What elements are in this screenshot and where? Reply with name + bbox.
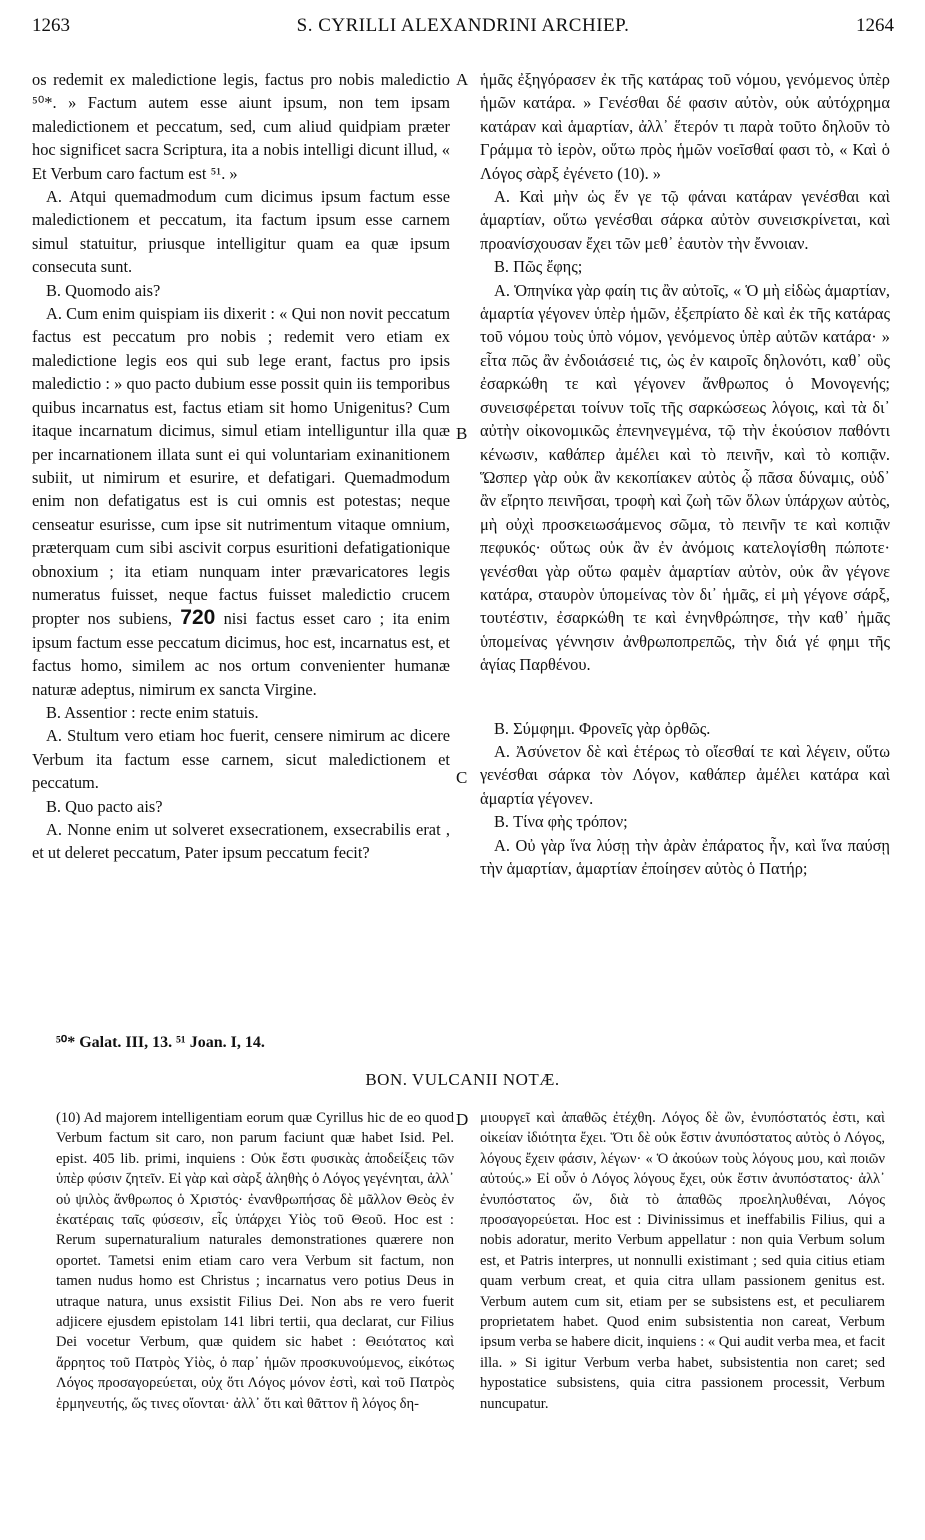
latin-paragraph-4b: nisi factus esset caro ; ita enim ipsum factum esse peccatum dicimus, hoc est, incarnatus est, et factus homo, similem ac nos ortum convenienter humanæ naturæ adeptus, nimirum ex sancta Virgine.	[32, 609, 450, 699]
greek-paragraph-8: A. Οὐ γὰρ ἵνα λύσῃ τὴν ἀρὰν ἐπάρατος ἦν, καὶ ἵνα παύσῃ τὴν ἁμαρτίαν, ἁμαρτίαν ἐποίησεν αὐτὸς ὁ Πατήρ;	[480, 835, 890, 878]
greek-paragraph-3: B. Πῶς ἔφης;	[494, 257, 583, 277]
note-10-left: (10) Ad majorem intelligentiam eorum quæ Cyrillus hic de eo quod Verbum factum sit caro, non parum faciunt quæ habet Isid. Pel. epist. 405 lib. primi, inquiens : Οὐκ ἔστι φυσικὰς ἀποδείξεις τῶν ὑπὲρ φύσιν ζητεῖν. Εἰ γὰρ καὶ σὰρξ ἀληθὴς ὁ Λόγος γεγένηται, ἀλλ᾽ οὐ ψιλὸς ἄνθρωπος ὁ Χριστός· ἐνανθρωπήσας δὲ μᾶλλον Θεὸς ἐν ἑκατέραις ταῖς φύσεσιν, εἷς ὑπάρχει Υἱὸς τοῦ Θεοῦ. Hoc est : Rerum supernaturalium naturales demonstrationes quærere non oportet. Tametsi enim etiam caro vera Verbum sit factum, non tamen nudus homo est Christus ; incarnatus vero potius Deus in utraque natura, unus exsistit Filius Dei. Non abs re vero fuerit adjicere ejusdem epistolam 141 libri tertii, qua declarat, cur Filius Dei vocetur Verbum, quæ quidem sic habet : Θειότατος καὶ ἄρρητος τοῦ Πατρὸς Υἱὸς, ὁ παρ᾽ ἡμῶν προσκυνούμενος, εἰκότως Λόγος προσαγορεύεται, οὐχ ὅτι Λόγος μόνον ἐστὶ, καὶ τοῦ Πατρὸς ἑρμηνευτής, ὥς τινες οἴονται· ἀλλ᾽ ὅτι καὶ θᾶττον ἢ λόγος δη-	[56, 1110, 454, 1412]
page-number-right: 1264	[855, 15, 894, 36]
column-number: 720	[180, 606, 216, 630]
latin-paragraph-3: B. Quomodo ais?	[46, 280, 161, 300]
latin-paragraph-1: os redemit ex maledictione legis, factus pro nobis maledictio ⁵⁰*. » Factum autem esse aiunt ipsum, non tem ipsam maledictionem et peccatum, sed, cum aliud quidpiam præter hoc significet sacra Scriptura, ita a nobis intelligi dicunt illud, « Et Verbum caro factum est ⁵¹. »	[32, 70, 450, 183]
latin-paragraph-6: A. Stultum vero etiam hoc fuerit, censere nimirum ac dicere Verbum ita factum esse carnem, sicut maledictionem et peccatum.	[32, 726, 450, 793]
notes-left-column	[56, 1108, 454, 1414]
notes-right-column	[480, 1108, 885, 1414]
greek-paragraph-5: B. Σύμφημι. Φρονεῖς γὰρ ὀρθῶς.	[494, 718, 711, 738]
latin-paragraph-8: A. Nonne enim ut solveret exsecrationem, exsecrabilis erat , et ut deleret peccatum, Pater ipsum peccatum fecit?	[32, 820, 450, 863]
page-number-left: 1263	[32, 15, 70, 36]
running-title: S. CYRILLI ALEXANDRINI ARCHIEP.	[296, 15, 630, 36]
margin-marker-b: B	[456, 424, 468, 443]
page-header	[32, 10, 894, 42]
margin-marker-d: D	[456, 1110, 469, 1129]
note-10-right: μιουργεῖ καὶ ἀπαθῶς ἐτέχθη. Λόγος δὲ ὢν, ἐνυπόστατός ἐστι, καὶ οἰκείαν ἰδιότητα ἔχει. Ὅτι δὲ οὐκ ἔστιν ἀνυπόστατος αὐτὸς ὁ Λόγος, λόγους ἔχειν φάσιν, λέγων· « Ὁ ἀκούων τοὺς λόγους μου, καὶ ποιῶν αὐτούς.» Εἰ οὖν ὁ Λόγος λόγους ἔχει, οὐκ ἔστιν ἀνυπόστατος· ἀλλ᾽ ἐνυπόστατος ὤν, διὰ τὸ ἀπαθῶς προεληλυθέναι, Λόγος προσαγορεύεται. Hoc est : Divinissimus et ineffabilis Filius, qui a nobis adoratur, merito Verbum appellatur : non quia Verbum solum est, et Patris interpres, ut nonnulli existimant ; sed quia citius etiam quam verbum creat, et quia citra ullam passionem genitus est. Verbum autem cum sit, etiam per se subsistens est, et peculiarem proprietatem habet. Quod enim subsistentia non careat, Verbum ipsum verba se habere dicit, inquiens : « Qui audit verba mea, et facit illa. » Si igitur Verbum verba habet, subsistentia non caret; sed hypostatice subsistens, quia citra passionem processit, Verbum nuncupatur.	[480, 1110, 885, 1412]
notes-heading: BON. VULCANII NOTÆ.	[365, 1070, 560, 1089]
margin-marker-c: C	[456, 768, 468, 787]
greek-paragraph-2: A. Καὶ μὴν ὡς ἕν γε τῷ φάναι κατάραν γενέσθαι καὶ ἁμαρτίαν, οὕτω γενέσθαι σάρκα αὐτὸν συνεισκρίνεται, καὶ προανίσχουσαν ἔχει τῶν μεθ᾽ ἑαυτὸν τὴν ἔννοιαν.	[480, 187, 890, 253]
greek-paragraph-6: A. Ἀσύνετον δὲ καὶ ἑτέρως τὸ οἴεσθαί τε καὶ λέγειν, οὕτω γενέσθαι σάρκα τὸν Λόγον, καθάπερ ἀμέλει κατάρα καὶ ἁμαρτία γέγονεν.	[480, 741, 890, 808]
greek-column	[480, 68, 890, 880]
latin-paragraph-4a: A. Cum enim quispiam iis dixerit : « Qui non novit peccatum factus est peccatum pro nobis ; redemit vero etiam ex maledictione legis eos qui sub lege erant, factus pro ipsis maledictio : » quo pacto dubium esse possit quin iis temporibus quibus incarnatus est, factus etiam sit homo Unigenitus? Cum itaque incarnatum dicimus, simul etiam intelliguntur illa quæ per incarnationem illata sunt ei qui voluntariam exinanitionem subiit, ut nimirum et esurire, et defatigari. Quemadmodum enim non defatigatus est is cui omnis est potestas; neque censeatur esurisse, cum ipse sit nutrimentum vitaque omnium, præterquam cum sibi ascivit corpus esuritioni defatigationique obnoxium ; ita etiam nunquam inter prævaricatores legis numeratus fuisset, neque factus fuisset maledictio crucem propter nos subiens,	[32, 304, 450, 629]
latin-paragraph-5: B. Assentior : recte enim statuis.	[46, 702, 259, 722]
greek-paragraph-7: B. Τίνα φὴς τρόπον;	[494, 812, 628, 832]
latin-column	[32, 68, 450, 865]
latin-paragraph-7: B. Quo pacto ais?	[46, 796, 163, 816]
latin-paragraph-2: A. Atqui quemadmodum cum dicimus ipsum factum esse maledictionem et peccatum, ita factum ipsum esse carnem simul statuitur, priusque intelligitur quam ea quæ ipsum consecuta sunt.	[32, 187, 450, 277]
greek-paragraph-1: ἡμᾶς ἐξηγόρασεν ἐκ τῆς κατάρας τοῦ νόμου, γενόμενος ὑπὲρ ἡμῶν κατάρα. » Γενέσθαι δέ φασιν αὐτὸν, οὐκ αὐτόχρημα κατάραν καὶ ἁμαρτίαν, ἀλλ᾽ ἕτερόν τι παρὰ τοῦτο δηλοῦν τὸ Γράμμα τὸ ἱερὸν, οὕτω πρὸς ἡμῶν νοεῖσθαί φασι τὸ, « Καὶ ὁ Λόγος σὰρξ ἐγένετο (10). »	[480, 70, 890, 183]
latin-paragraph-4	[32, 302, 450, 701]
margin-marker-a: A	[456, 70, 469, 89]
greek-paragraph-4: A. Ὁπηνίκα γὰρ φαίη τις ἂν αὐτοῖς, « Ὁ μὴ εἰδὼς ἁμαρτίαν, ἁμαρτία γέγονεν ὑπὲρ ἡμῶν, ἐξεπρίατο δὲ καὶ ἐκ τῆς κατάρας τοῦ νόμου τοὺς ὑπὸ νόμον, γενόμενος ὑπὲρ αὐτῶν κατάρα· » εἶτα πῶς ἂν ἐνδοιάσειέ τις, ὡς ἐν καιροῖς δηλονότι, καθ᾽ οὓς ἐσαρκώθη τε καὶ γέγονεν ἄνθρωπος ὁ Μονογενής; συνεισφέρεται τοίνυν τοῖς τῆς σαρκώσεως λόγοις, καὶ τὰ δι᾽ αὐτὴν οἰκονομικῶς ἐπενηνεγμένα, τῷ τὴν ἑκούσιον παθόντι κένωσιν, καθάπερ ἀμέλει καὶ τὸ πεινῆν, καὶ τὸ κοπιᾷν. Ὥσπερ γὰρ οὐκ ἂν κεκοπίακεν αὐτὸς ᾧ πᾶσα δύναμις, οὐδ᾽ ἂν εἴρητο πεινῆσαι, τροφὴ καὶ ζωὴ τῶν ὅλων ὑπάρχων αὐτὸς, μὴ οὐχὶ προσκειωσάμενος σῶμα, τὸ πεινῆν τε καὶ κοπιᾷν πεφυκός· οὕτως οὐκ ἂν ἐν ἀνόμοις κατελογίσθη πώποτε· γενέσθαι γὰρ οὕτω φαμὲν ἁμαρτίαν αὐτὸν, οὐκ ἂν γέγονε κατάρα, σταυρὸν ὑπομείνας τὸν δι᾽ ἡμᾶς, εἰ μὴ γέγονε σάρξ, τουτέστιν, ἐσαρκώθη τε καὶ ἐνηνθρώπησε, τὴν καθ᾽ ἡμᾶς ὑπομείνας γέννησιν ἀνθρωποπρεπῶς, τὴν διά γέ φημι τῆς ἁγίας Παρθένου.	[480, 280, 890, 675]
footnotes: ⁵⁰* Galat. III, 13. ⁵¹ Joan. I, 14.	[56, 1034, 265, 1051]
